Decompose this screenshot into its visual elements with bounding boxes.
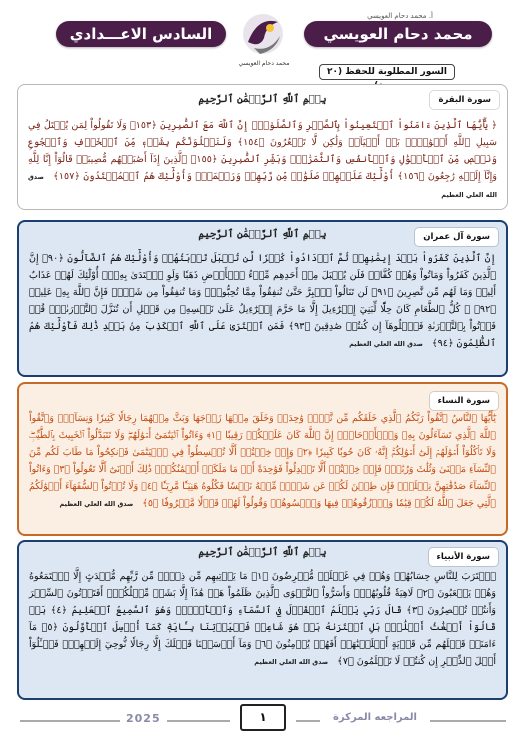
closing-phrase: صدق الله العلي العظيم: [349, 340, 423, 348]
section-anbiya: [17, 540, 508, 700]
page-number: ١: [240, 704, 286, 731]
teacher-logo-icon: [230, 8, 296, 64]
section-baqarah: [17, 84, 508, 210]
closing-phrase: صدق الله العلي العظيم: [254, 658, 329, 666]
basmala: بِسۡمِ ٱللَّهِ ٱلرَّحۡمَٰنِ ٱلرَّحِيمِ: [198, 547, 327, 558]
surah-name: سورة الأنبياء: [429, 548, 498, 566]
footer-year: 2025: [120, 712, 167, 725]
surah-name: سورة البقرة: [430, 91, 499, 109]
section-nisa: [17, 382, 508, 536]
verses-body: إِنَّ ٱلَّذِينَ كَفَرُواْ بَعۡدَ إِيمَٰنِهِمۡ ثُمَّ ٱزۡدَادُواْ كُفۡرٗا لَّن تُقۡبَلَ تَوۡبَتُهُمۡ وَأُوْلَٰٓئِكَ هُمُ ٱلضَّآلُّونَ ﴿٩٠﴾ إِنَّ ٱلَّذِينَ كَفَرُواْ وَمَاتُواْ وَهُمۡ كُفَّارٞ فَلَن يُقۡبَلَ مِنۡ أَحَدِهِم مِّلۡءُ ٱلۡأَرۡضِ ذَهَبٗا وَلَوِ ٱفۡتَدَىٰ بِهِۦٓۗ أُوْلَٰٓئِكَ لَهُمۡ عَذَابٌ أَلِيمٞ وَمَا لَهُم مِّن نَّٰصِرِينَ ﴿٩١﴾ لَن تَنَالُواْ ٱلۡبِرَّ حَتَّىٰ تُنفِقُواْ مِمَّا تُحِبُّونَۚ وَمَا تُنفِقُواْ مِن شَيۡءٖ فَإِنَّ ٱللَّهَ بِهِۦ عَلِيمٞ ﴿٩٢﴾ ۞ كُلُّ ٱلطَّعَامِ كَانَ حِلّٗا لِّبَنِيٓ إِسۡرَٰٓءِيلَ إِلَّا مَا حَرَّمَ إِسۡرَٰٓءِيلُ عَلَىٰ نَفۡسِهِۦ مِن قَبۡلِ أَن تُنَزَّلَ ٱلتَّوۡرَىٰةُۚ قُلۡ فَأۡتُواْ بِٱلتَّوۡرَىٰةِ فَٱتۡلُوهَآ إِن كُنتُمۡ صَٰدِقِينَ ﴿٩٣﴾ فَمَنِ ٱفۡتَرَىٰ عَلَى ٱللَّهِ ٱلۡكَذِبَ مِنۢ بَعۡدِ ذَٰلِكَ فَأُوْلَٰٓئِكَ هُمُ ٱلظَّٰلِمُونَ ﴿٩٤﴾: [29, 253, 496, 349]
grade-banner: [56, 21, 226, 47]
verses-body: يَٰٓأَيُّهَا ٱلنَّاسُ ٱتَّقُواْ رَبَّكُمُ ٱلَّذِي خَلَقَكُم مِّن نَّفۡسٖ وَٰحِدَةٖ وَخَلَقَ مِنۡهَا زَوۡجَهَا وَبَثَّ مِنۡهُمَا رِجَالٗا كَثِيرٗا وَنِسَآءٗۚ وَٱتَّقُواْ ٱللَّهَ ٱلَّذِي تَسَآءَلُونَ بِهِۦ وَٱلۡأَرۡحَامَۚ إِنَّ ٱللَّهَ كَانَ عَلَيۡكُمۡ رَقِيبٗا ﴿١﴾ وَءَاتُواْ ٱلۡيَتَٰمَىٰٓ أَمۡوَٰلَهُمۡۖ وَلَا تَتَبَدَّلُواْ ٱلۡخَبِيثَ بِٱلطَّيِّبِۖ وَلَا تَأۡكُلُوٓاْ أَمۡوَٰلَهُمۡ إِلَىٰٓ أَمۡوَٰلِكُمۡۚ إِنَّهُۥ كَانَ حُوبٗا كَبِيرٗا ﴿٢﴾ وَإِنۡ خِفۡتُمۡ أَلَّا تُقۡسِطُواْ فِي ٱلۡيَتَٰمَىٰ فَٱنكِحُواْ مَا طَابَ لَكُم مِّنَ ٱلنِّسَآءِ مَثۡنَىٰ وَثُلَٰثَ وَرُبَٰعَۖ فَإِنۡ خِفۡتُمۡ أَلَّا تَعۡدِلُواْ فَوَٰحِدَةً أَوۡ مَا مَلَكَتۡ أَيۡمَٰنُكُمۡۚ ذَٰلِكَ أَدۡنَىٰٓ أَلَّا تَعُولُواْ ﴿٣﴾ وَءَاتُواْ ٱلنِّسَآءَ صَدُقَٰتِهِنَّ نِحۡلَةٗۚ فَإِن طِبۡنَ لَكُمۡ عَن شَيۡءٖ مِّنۡهُ نَفۡسٗا فَكُلُوهُ هَنِيٓـٔٗا مَّرِيٓـٔٗا ﴿٤﴾ وَلَا تُؤۡتُواْ ٱلسُّفَهَآءَ أَمۡوَٰلَكُمُ ٱلَّتِي جَعَلَ ٱللَّهُ لَكُمۡ قِيَٰمٗا وَٱرۡزُقُوهُمۡ فِيهَا وَٱكۡسُوهُمۡ وَقُولُواْ لَهُمۡ قَوۡلٗا مَّعۡرُوفٗا ﴿٥﴾: [29, 413, 496, 509]
verses-body: ﴿ يَٰٓأَيُّهَا ٱلَّذِينَ ءَامَنُواْ ٱسۡتَعِينُواْ بِٱلصَّبۡرِ وَٱلصَّلَوٰةِۚ إِنَّ ٱللَّهَ مَعَ ٱلصَّٰبِرِينَ ﴿١٥٣﴾ وَلَا تَقُولُواْ لِمَن يُقۡتَلُ فِي سَبِيلِ ٱللَّهِ أَمۡوَٰتُۢۚ بَلۡ أَحۡيَآءٞ وَلَٰكِن لَّا تَشۡعُرُونَ ﴿١٥٤﴾ وَلَنَبۡلُوَنَّكُم بِشَيۡءٖ مِّنَ ٱلۡخَوۡفِ وَٱلۡجُوعِ وَنَقۡصٖ مِّنَ ٱلۡأَمۡوَٰلِ وَٱلۡأَنفُسِ وَٱلثَّمَرَٰتِۗ وَبَشِّرِ ٱلصَّٰبِرِينَ ﴿١٥٥﴾ ٱلَّذِينَ إِذَآ أَصَٰبَتۡهُم مُّصِيبَةٞ قَالُوٓاْ إِنَّا لِلَّهِ وَإِنَّآ إِلَيۡهِ رَٰجِعُونَ ﴿١٥٦﴾ أُوْلَٰٓئِكَ عَلَيۡهِمۡ صَلَوَٰتٞ مِّن رَّبِّهِمۡ وَرَحۡمَةٞۖ وَأُوْلَٰٓئِكَ هُمُ ٱلۡمُهۡتَدُونَ ﴿١٥٧﴾: [28, 120, 497, 182]
teacher-name: محمد دحام العويسي: [323, 25, 473, 43]
verses-body: ٱقۡتَرَبَ لِلنَّاسِ حِسَابُهُمۡ وَهُمۡ فِي غَفۡلَةٖ مُّعۡرِضُونَ ﴿١﴾ مَا يَأۡتِيهِم مِّن ذِكۡرٖ مِّن رَّبِّهِم مُّحۡدَثٍ إِلَّا ٱسۡتَمَعُوهُ وَهُمۡ يَلۡعَبُونَ ﴿٢﴾ لَاهِيَةٗ قُلُوبُهُمۡۗ وَأَسَرُّواْ ٱلنَّجۡوَى ٱلَّذِينَ ظَلَمُواْ هَلۡ هَٰذَآ إِلَّا بَشَرٞ مِّثۡلُكُمۡۖ أَفَتَأۡتُونَ ٱلسِّحۡرَ وَأَنتُمۡ تُبۡصِرُونَ ﴿٣﴾ قَالَ رَبِّي يَعۡلَمُ ٱلۡقَوۡلَ فِي ٱلسَّمَآءِ وَٱلۡأَرۡضِۖ وَهُوَ ٱلسَّمِيعُ ٱلۡعَلِيمُ ﴿٤﴾ بَلۡ قَالُوٓاْ أَضۡغَٰثُ أَحۡلَٰمِۭ بَلِ ٱفۡتَرَىٰهُ بَلۡ هُوَ شَاعِرٞ فَلۡيَأۡتِنَا بِـَٔايَةٖ كَمَآ أُرۡسِلَ ٱلۡأَوَّلُونَ ﴿٥﴾ مَآ ءَامَنَتۡ قَبۡلَهُم مِّن قَرۡيَةٍ أَهۡلَكۡنَٰهَآۖ أَفَهُمۡ يُؤۡمِنُونَ ﴿٦﴾ وَمَآ أَرۡسَلۡنَا قَبۡلَكَ إِلَّا رِجَالٗا نُّوحِيٓ إِلَيۡهِمۡۖ فَسۡـَٔلُوٓاْ أَهۡلَ ٱلذِّكۡرِ إِن كُنتُمۡ لَا تَعۡلَمُونَ ﴿٧﴾: [29, 571, 497, 667]
page-title-text: السور المطلوبة للحفظ (٢٠: [326, 67, 448, 77]
verses-text: [29, 410, 496, 513]
verses-text: [29, 250, 496, 353]
surah-name: سورة آل عمران: [415, 228, 498, 246]
teacher-banner: [304, 21, 492, 47]
logo-caption: محمد دحام العويسي: [238, 60, 290, 67]
grade-label: السادس الاعـــدادي: [69, 25, 213, 43]
basmala: بِسۡمِ ٱللَّهِ ٱلرَّحۡمَٰنِ ٱلرَّحِيمِ: [198, 229, 327, 240]
surah-name: سورة النساء: [430, 392, 498, 410]
closing-phrase: صدق الله العلي العظيم: [28, 173, 497, 199]
closing-phrase: صدق الله العلي العظيم: [59, 500, 134, 508]
page-title: [319, 64, 455, 80]
footer-title: المراجعه المركزة: [320, 712, 430, 723]
verses-text: [29, 568, 496, 671]
teacher-caption: أ. محمد دحام العويسي: [367, 12, 433, 20]
basmala: بِسۡمِ ٱللَّهِ ٱلرَّحۡمَٰنِ ٱلرَّحِيمِ: [198, 94, 327, 105]
section-al-imran: [17, 220, 508, 377]
verses-text: [28, 117, 497, 204]
